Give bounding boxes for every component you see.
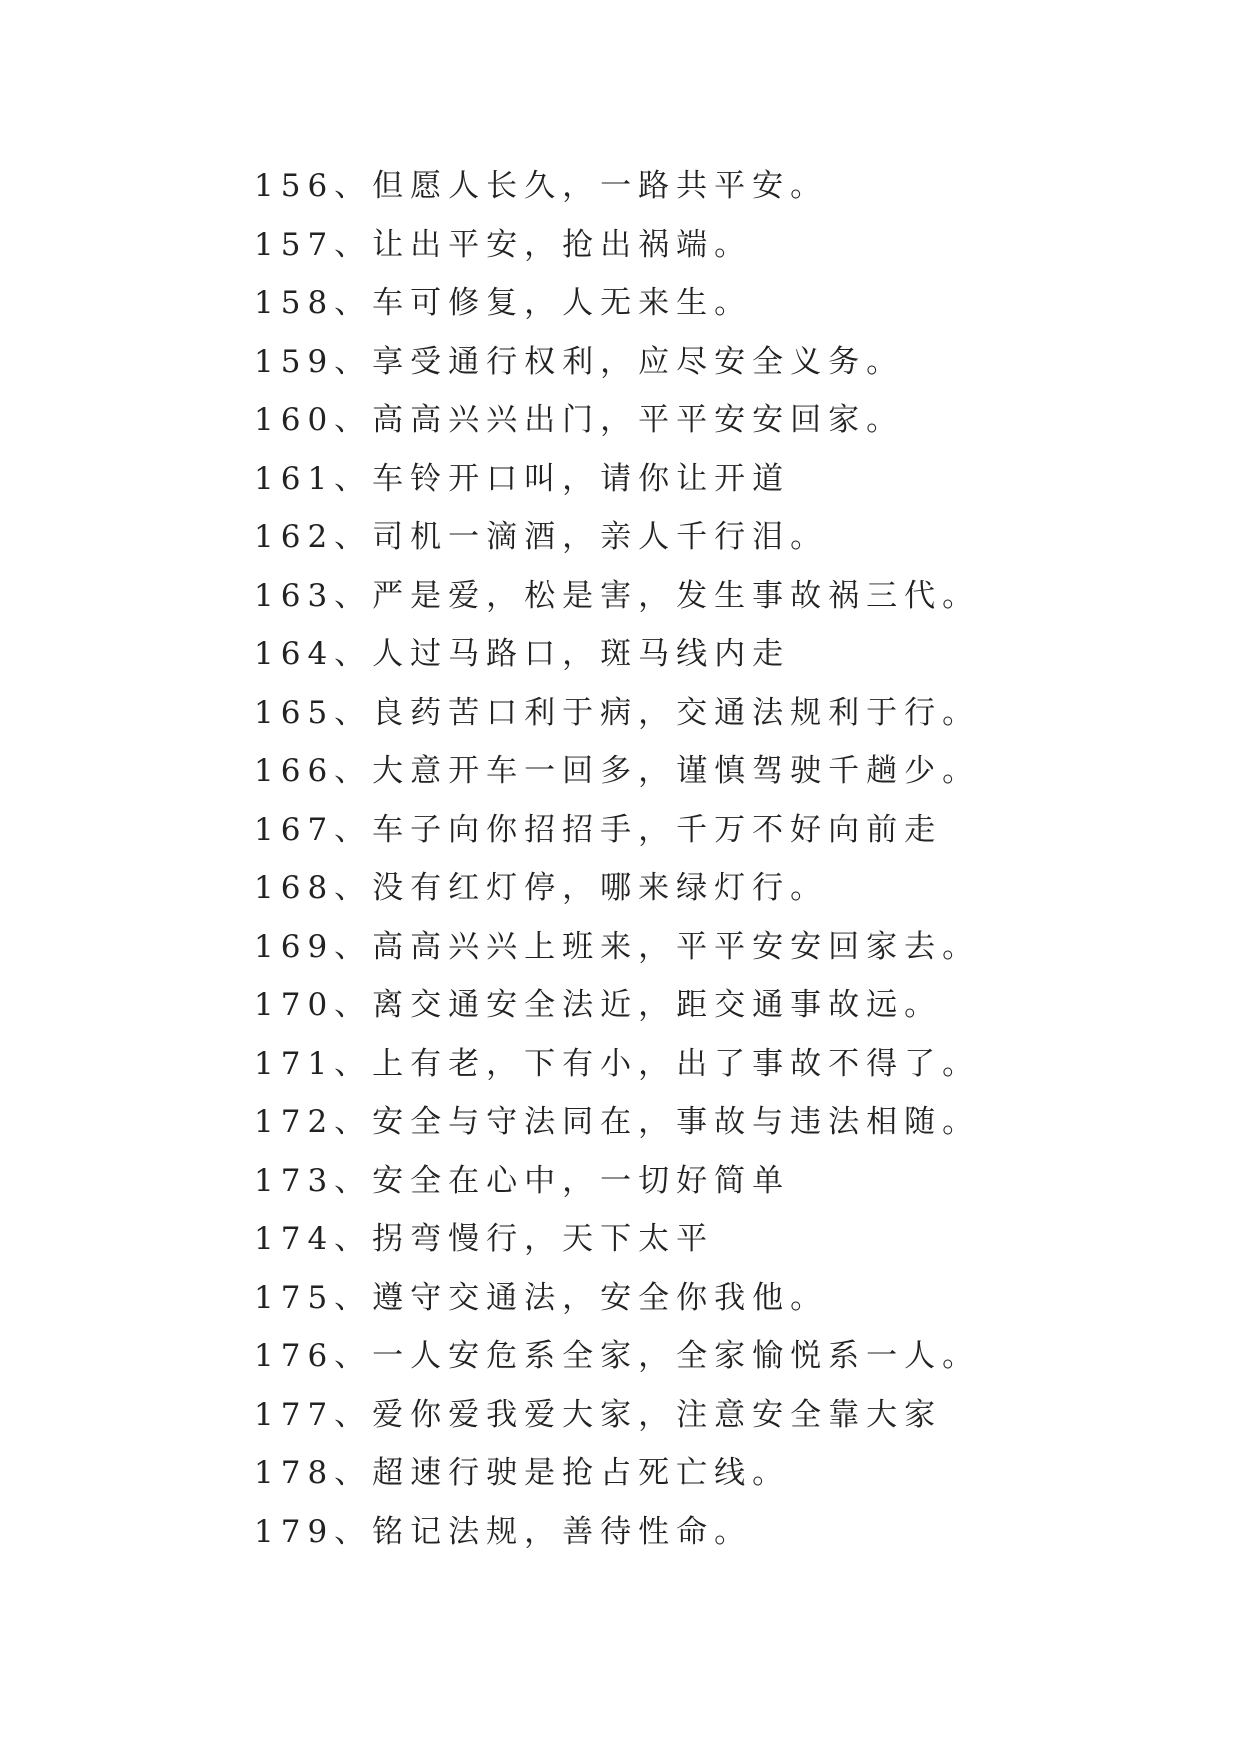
list-item: 161、车铃开口叫，请你让开道 (254, 460, 791, 497)
list-item: 167、车子向你招招手，千万不好向前走 (254, 811, 943, 848)
list-item: 174、拐弯慢行，天下太平 (254, 1221, 715, 1257)
list-item: 176、一人安危系全家，全家愉悦系一人。 (254, 1338, 981, 1374)
list-item: 165、良药苦口利于病，交通法规利于行。 (254, 694, 981, 731)
list-item: 168、没有红灯停，哪来绿灯行。 (254, 870, 829, 906)
list-item: 156、但愿人长久，一路共平安。 (254, 168, 829, 204)
list-item: 163、严是爱，松是害，发生事故祸三代。 (254, 577, 981, 614)
list-item: 178、超速行驶是抢占死亡线。 (254, 1455, 791, 1491)
list-item: 173、安全在心中，一切好简单 (254, 1162, 791, 1199)
list-item: 160、高高兴兴出门，平平安安回家。 (254, 402, 905, 438)
list-item: 179、铭记法规，善待性命。 (254, 1513, 753, 1550)
list-item: 177、爱你爱我爱大家，注意安全靠大家 (254, 1396, 943, 1433)
list-item: 158、车可修复，人无来生。 (254, 285, 753, 321)
list-item: 171、上有老，下有小，出了事故不得了。 (254, 1045, 981, 1082)
list-item: 164、人过马路口，斑马线内走 (254, 636, 791, 672)
list-item: 157、让出平安，抢出祸端。 (254, 226, 753, 263)
list-item: 162、司机一滴酒，亲人千行泪。 (254, 519, 829, 555)
list-item: 175、遵守交通法，安全你我他。 (254, 1279, 829, 1316)
list-item: 172、安全与守法同在，事故与违法相随。 (254, 1104, 981, 1140)
list-item: 159、享受通行权利，应尽安全义务。 (254, 343, 905, 380)
list-item: 170、离交通安全法近，距交通事故远。 (254, 987, 943, 1023)
list-item: 166、大意开车一回多，谨慎驾驶千趟少。 (254, 753, 981, 789)
list-item: 169、高高兴兴上班来，平平安安回家去。 (254, 928, 981, 965)
slogan-list (254, 157, 1154, 1561)
